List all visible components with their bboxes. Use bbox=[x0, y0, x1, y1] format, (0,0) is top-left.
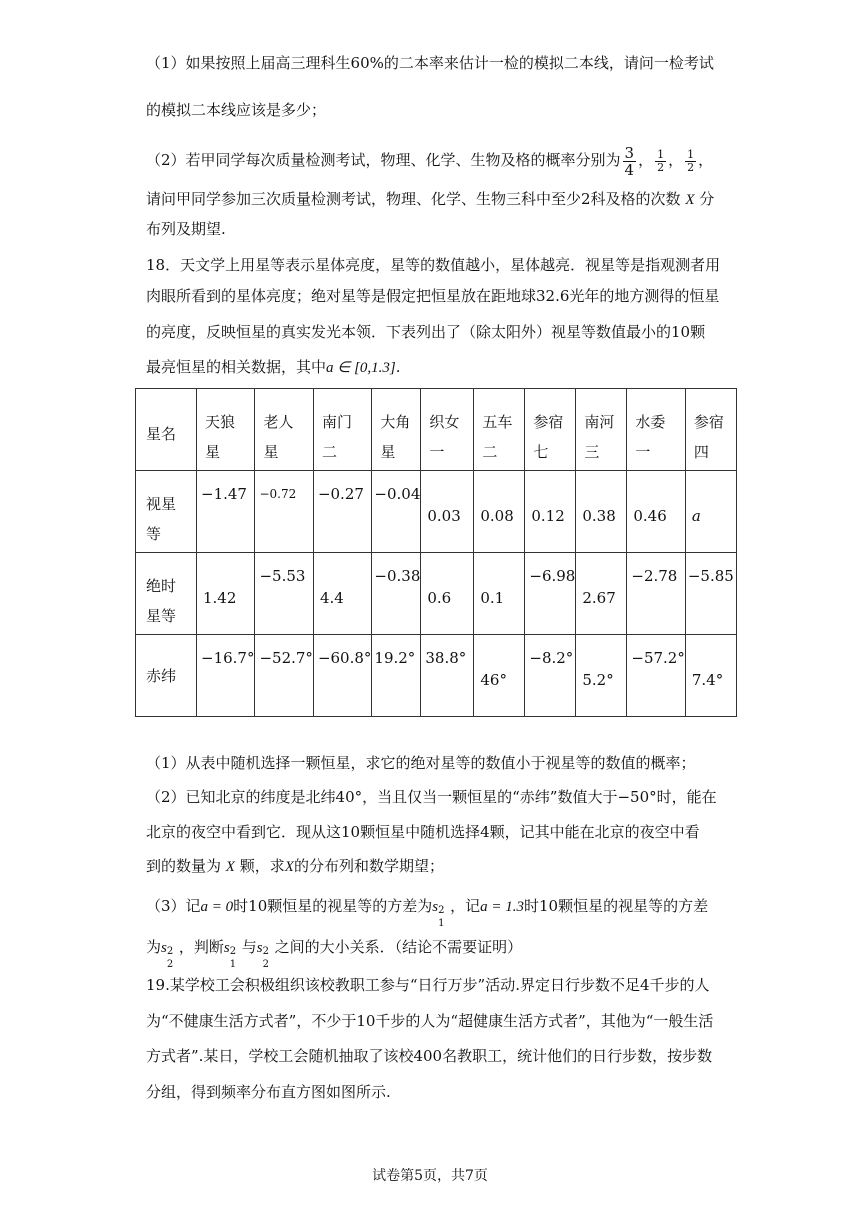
table-cell: 0.6 bbox=[421, 553, 474, 635]
table-cell: −5.53 bbox=[255, 553, 313, 635]
star-name-cell: 南门 二 bbox=[313, 389, 371, 471]
table-cell: −52.7° bbox=[255, 635, 313, 717]
row-label-cell: 赤纬 bbox=[136, 635, 197, 717]
table-cell: 2.67 bbox=[576, 553, 627, 635]
star-name-cell: 参宿 四 bbox=[685, 389, 736, 471]
fraction-one-half-2: $\frac{1}{2}$ bbox=[687, 147, 695, 174]
q18-sub2-line1: （2）已知北京的纬度是北纬40°，当且仅当一颗恒星的“赤纬”数值大于−50°时，能在 bbox=[146, 788, 717, 806]
q17-part2-line3: 布列及期望. bbox=[146, 220, 226, 238]
table-cell: 1.42 bbox=[197, 553, 255, 635]
star-name-cell: 参宿 七 bbox=[525, 389, 576, 471]
table-cell: 46° bbox=[474, 635, 525, 717]
star-name-cell: 天狼 星 bbox=[197, 389, 255, 471]
table-cell: 19.2° bbox=[372, 635, 421, 717]
table-cell: 7.4° bbox=[685, 635, 736, 717]
table-cell: 0.03 bbox=[421, 471, 474, 553]
fraction-one-half: $\frac{1}{2}$ bbox=[657, 147, 665, 174]
q17-part2-text: （2）若甲同学每次质量检测考试，物理、化学、生物及格的概率分别为 bbox=[146, 151, 621, 169]
table-cell: −1.47 bbox=[197, 471, 255, 553]
page-footer: 试卷第5页，共7页 bbox=[372, 1168, 488, 1184]
star-name-cell: 水委 一 bbox=[627, 389, 685, 471]
table-cell: −57.2° bbox=[627, 635, 685, 717]
table-cell: −0.72 bbox=[255, 471, 313, 553]
q17-part2-line2: 请问甲同学参加三次质量检测考试，物理、化学、生物三科中至少2科及格的次数 X 分 bbox=[146, 190, 715, 208]
star-name-cell: 大角 星 bbox=[372, 389, 421, 471]
star-name-cell: 五车 二 bbox=[474, 389, 525, 471]
table-cell: −0.38 bbox=[372, 553, 421, 635]
q17-part2-line1: （2）若甲同学每次质量检测考试，物理、化学、生物及格的概率分别为 $\frac{3}{4}$ ， $\frac{1}{2}$ ， $\frac{1}{2}$ ， bbox=[146, 143, 714, 179]
table-cell: −0.04 bbox=[372, 471, 421, 553]
table-cell: 0.12 bbox=[525, 471, 576, 553]
q18-line3: 的亮度，反映恒星的真实发光本领．下表列出了（除太阳外）视星等数值最小的10颗 bbox=[146, 323, 706, 341]
star-data-table bbox=[135, 388, 737, 717]
table-cell: 0.08 bbox=[474, 471, 525, 553]
q17-part1-line2: 的模拟二本线应该是多少； bbox=[146, 101, 327, 119]
table-cell: 0.46 bbox=[627, 471, 685, 553]
table-cell: −8.2° bbox=[525, 635, 576, 717]
table-cell: −0.27 bbox=[313, 471, 371, 553]
q18-line2: 肉眼所看到的星体亮度；绝对星等是假定把恒星放在距地球32.6光年的地方测得的恒星 bbox=[146, 287, 720, 305]
q18-sub2-line3: 到的数量为 X 颗，求X的分布列和数学期望； bbox=[146, 857, 444, 875]
table-header-row bbox=[136, 389, 737, 471]
q19-line2: 为“不健康生活方式者”，不少于10千步的人为“超健康生活方式者”，其他为“一般生活 bbox=[146, 1012, 714, 1030]
absolute-magnitude-row bbox=[136, 553, 737, 635]
table-cell: 4.4 bbox=[313, 553, 371, 635]
q18-line1: 18．天文学上用星等表示星体亮度，星等的数值越小，星体越亮．视星等是指观测者用 bbox=[146, 256, 721, 274]
row-label-cell: 绝时 星等 bbox=[136, 553, 197, 635]
q19-line3: 方式者”.某日，学校工会随机抽取了该校400名教职工，统计他们的日行步数，按步数 bbox=[146, 1047, 713, 1065]
declination-row bbox=[136, 635, 737, 717]
table-cell: 5.2° bbox=[576, 635, 627, 717]
table-cell: −2.78 bbox=[627, 553, 685, 635]
q19-line4: 分组，得到频率分布直方图如图所示. bbox=[146, 1083, 391, 1101]
table-cell: 0.1 bbox=[474, 553, 525, 635]
apparent-magnitude-row bbox=[136, 471, 737, 553]
star-name-cell: 老人 星 bbox=[255, 389, 313, 471]
star-name-cell: 南河 三 bbox=[576, 389, 627, 471]
interval-expression: a ∈ [0,1.3] bbox=[326, 360, 396, 376]
table-cell: −16.7° bbox=[197, 635, 255, 717]
table-cell: −60.8° bbox=[313, 635, 371, 717]
table-cell: −6.98 bbox=[525, 553, 576, 635]
table-cell: −5.85 bbox=[685, 553, 736, 635]
table-cell: 38.8° bbox=[421, 635, 474, 717]
q19-line1: 19.某学校工会积极组织该校教职工参与“日行万步”活动.界定日行步数不足4千步的人 bbox=[146, 976, 710, 994]
row-label-cell: 视星 等 bbox=[136, 471, 197, 553]
fraction-three-quarters: $\frac{3}{4}$ bbox=[624, 143, 635, 179]
q17-part1-line1: （1）如果按照上届高三理科生60%的二本率来估计一检的模拟二本线，请问一检考试 bbox=[146, 54, 714, 72]
header-label-cell: 星名 bbox=[136, 389, 197, 471]
q18-sub3-line2: 为s 2 2 ，判断s 2 1 与s 2 2 之间的大小关系．（结论不需要证明） bbox=[146, 938, 523, 970]
q18-sub2-line2: 北京的夜空中看到它．现从这10颗恒星中随机选择4颗，记其中能在北京的夜空中看 bbox=[146, 823, 700, 841]
table-cell: a bbox=[685, 471, 736, 553]
q18-sub1: （1）从表中随机选择一颗恒星，求它的绝对星等的数值小于视星等的数值的概率； bbox=[146, 754, 696, 772]
q18-sub3-line1: （3）记a = 0时10颗恒星的视星等的方差为s 2 1 ，记a = 1.3时10颗恒星的视星等的方差 bbox=[146, 897, 709, 929]
star-name-cell: 织女 一 bbox=[421, 389, 474, 471]
q18-line4: 最亮恒星的相关数据，其中a ∈ [0,1.3]. bbox=[146, 358, 401, 376]
table-cell: 0.38 bbox=[576, 471, 627, 553]
